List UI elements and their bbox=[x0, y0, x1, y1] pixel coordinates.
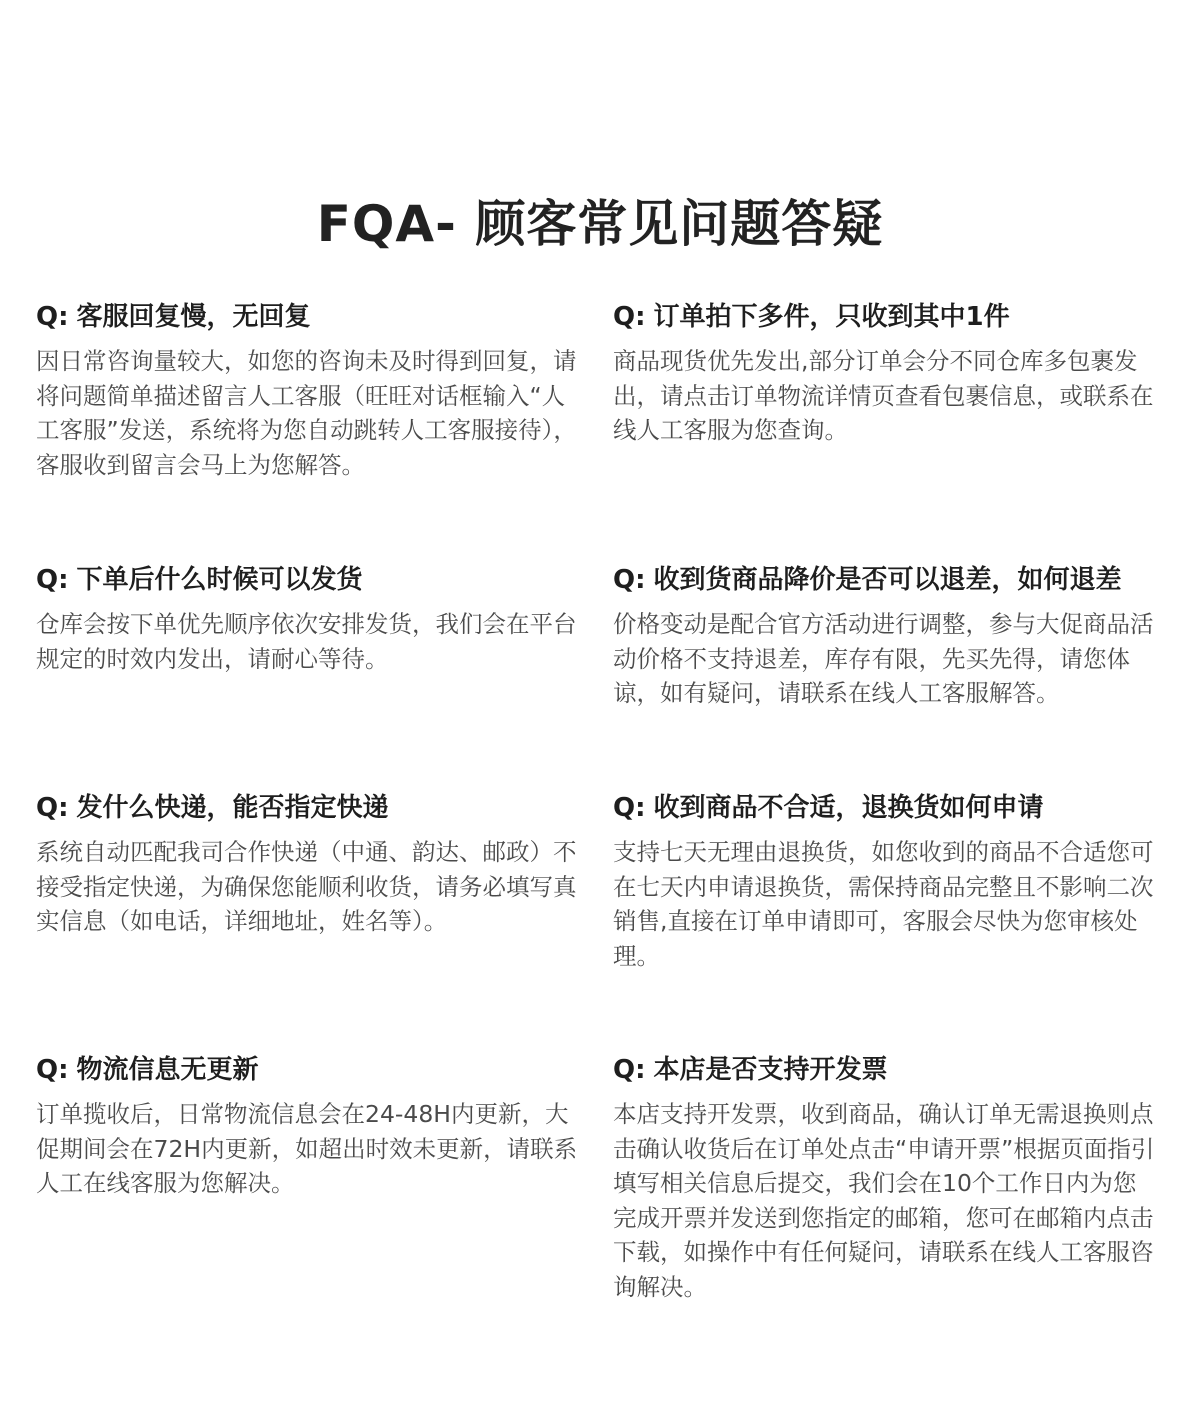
question-prefix: Q: bbox=[613, 565, 646, 595]
faq-item-returns bbox=[613, 791, 1158, 973]
faq-answer: 支持七天无理由退换货，如您收到的商品不合适您可在七天内申请退换货，需保持商品完整且不影响二次销售,直接在订单申请即可，客服会尽快为您审核处理。 bbox=[613, 838, 1154, 970]
faq-item-logistics-update bbox=[36, 1053, 581, 1201]
faq-question bbox=[613, 1053, 1158, 1087]
question-prefix: Q: bbox=[613, 1055, 646, 1085]
faq-answer: 商品现货优先发出,部分订单会分不同仓库多包裹发出，请点击订单物流详情页查看包裹信息，或联系在线人工客服为您查询。 bbox=[613, 347, 1154, 444]
question-prefix: Q: bbox=[36, 1055, 69, 1085]
question-prefix: Q: bbox=[36, 793, 69, 823]
faq-item-partial-delivery bbox=[613, 300, 1158, 448]
question-prefix: Q: bbox=[613, 793, 646, 823]
question-prefix: Q: bbox=[36, 565, 69, 595]
faq-question bbox=[613, 300, 1158, 334]
question-text: 收到货商品降价是否可以退差，如何退差 bbox=[653, 565, 1122, 595]
faq-item-price-difference bbox=[613, 563, 1158, 711]
faq-question bbox=[36, 300, 581, 334]
faq-question bbox=[36, 791, 581, 825]
question-prefix: Q: bbox=[36, 302, 69, 332]
faq-answer: 因日常咨询量较大，如您的咨询未及时得到回复，请将问题简单描述留言人工客服（旺旺对话框输入“人工客服”发送，系统将为您自动跳转人工客服接待），客服收到留言会马上为您解答。 bbox=[36, 347, 577, 479]
faq-item-shipping-time bbox=[36, 563, 581, 676]
question-text: 收到商品不合适，退换货如何申请 bbox=[653, 793, 1044, 823]
faq-answer: 订单揽收后，日常物流信息会在24-48H内更新，大促期间会在72H内更新，如超出时效未更新，请联系人工在线客服为您解决。 bbox=[36, 1100, 578, 1197]
faq-answer: 系统自动匹配我司合作快递（中通、韵达、邮政）不接受指定快递，为确保您能顺利收货，请务必填写真实信息（如电话，详细地址，姓名等）。 bbox=[36, 838, 577, 935]
faq-answer: 价格变动是配合官方活动进行调整，参与大促商品活动价格不支持退差，库存有限，先买先得，请您体谅，如有疑问，请联系在线人工客服解答。 bbox=[613, 610, 1154, 707]
question-text: 订单拍下多件，只收到其中1件 bbox=[653, 302, 1010, 332]
faq-item-courier bbox=[36, 791, 581, 939]
faq-item-invoice bbox=[613, 1053, 1158, 1304]
question-text: 客服回复慢，无回复 bbox=[76, 302, 311, 332]
faq-question bbox=[36, 563, 581, 597]
question-text: 发什么快递，能否指定快递 bbox=[76, 793, 389, 823]
question-text: 物流信息无更新 bbox=[76, 1055, 259, 1085]
faq-question bbox=[36, 1053, 581, 1087]
question-text: 下单后什么时候可以发货 bbox=[76, 565, 363, 595]
faq-answer: 仓库会按下单优先顺序依次安排发货，我们会在平台规定的时效内发出，请耐心等待。 bbox=[36, 610, 577, 673]
faq-answer: 本店支持开发票，收到商品，确认订单无需退换则点击确认收货后在订单处点击“申请开票”根据页面指引填写相关信息后提交，我们会在10个工作日内为您完成开票并发送到您指定的邮箱，您可在邮箱内点击下载，如操作中有任何疑问，请联系在线人工客服咨询解决。 bbox=[613, 1100, 1155, 1301]
faq-question bbox=[613, 563, 1158, 597]
question-prefix: Q: bbox=[613, 302, 646, 332]
page-title: FQA- 顾客常见问题答疑 bbox=[316, 194, 884, 253]
faq-item-support-response bbox=[36, 300, 581, 482]
faq-question bbox=[613, 791, 1158, 825]
question-text: 本店是否支持开发票 bbox=[653, 1055, 888, 1085]
